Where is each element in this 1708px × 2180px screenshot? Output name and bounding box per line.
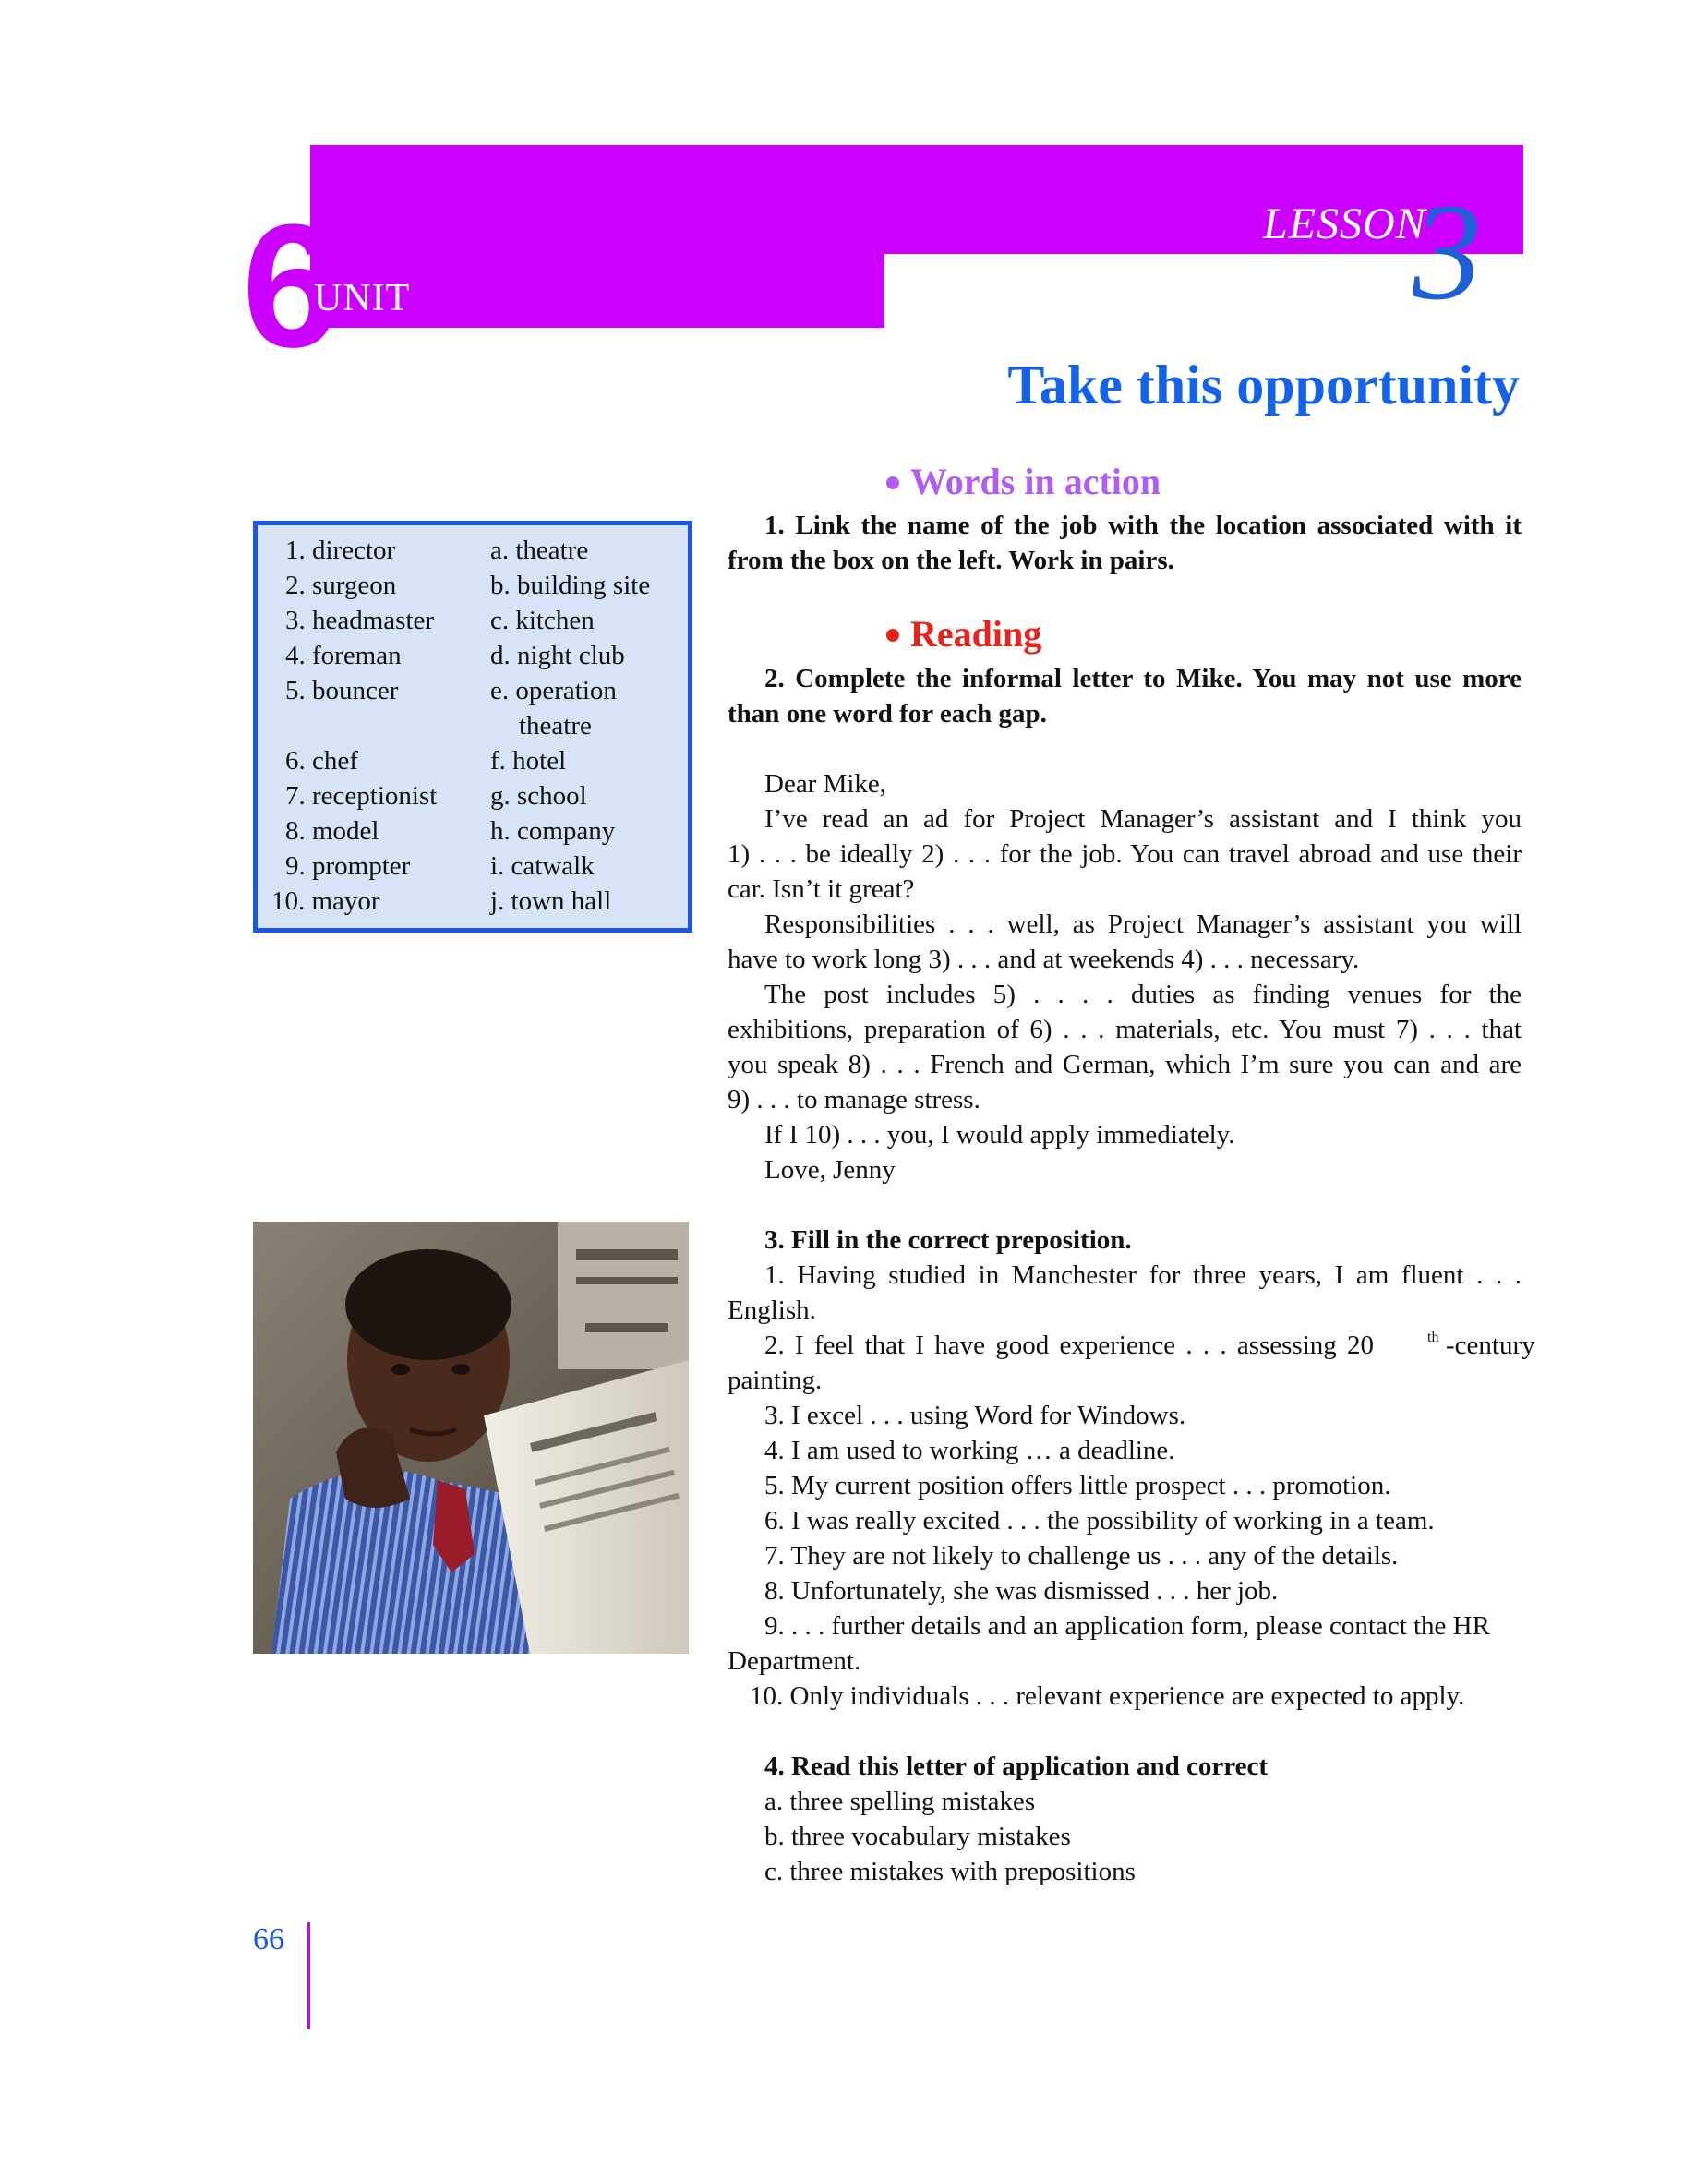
reading-heading: Reading xyxy=(910,613,1042,655)
exercise-2-line: than one word for each gap. xyxy=(728,699,1047,729)
location-item: g. school xyxy=(490,781,587,811)
exercise-3-text: 2. I feel that I have good experience . . . assessing 20 xyxy=(764,1331,1375,1360)
exercise-3-line: 5. My current position offers little prospect . . . promotion. xyxy=(764,1471,1391,1500)
job-item: 5. bouncer xyxy=(285,676,399,705)
exercise-3-line xyxy=(764,1328,1535,1363)
bullet-icon xyxy=(886,629,899,642)
exercise-4-heading: 4. Read this letter of application and correct xyxy=(764,1752,1269,1781)
location-item: h. company xyxy=(490,816,616,846)
job-item: 3. headmaster xyxy=(285,606,435,635)
exercise-3-line: 8. Unfortunately, she was dismissed . . . her job. xyxy=(764,1576,1279,1606)
exercise-3-line: English. xyxy=(728,1295,816,1325)
location-item: j. town hall xyxy=(490,886,612,916)
page-title: Take this opportunity xyxy=(1007,355,1520,416)
letter-line: you speak 8) . . . French and German, which I’m sure you can and are xyxy=(728,1050,1522,1079)
letter-line: 9) . . . to manage stress. xyxy=(728,1085,980,1114)
location-item: a. theatre xyxy=(490,536,589,565)
letter-line: Love, Jenny xyxy=(764,1155,896,1185)
exercise-1-line: 1. Link the name of the job with the location associated with it xyxy=(764,511,1522,540)
job-item: 10. mayor xyxy=(271,886,380,916)
letter-line: Dear Mike, xyxy=(764,769,887,799)
page-number-rule xyxy=(307,1922,310,2029)
job-item: 8. model xyxy=(285,816,379,846)
exercise-3-heading: 3. Fill in the correct preposition. xyxy=(764,1225,1132,1255)
job-item: 4. foreman xyxy=(285,641,402,670)
job-item: 1. director xyxy=(285,536,396,565)
exercise-3-line: 10. Only individuals . . . relevant experience are expected to apply. xyxy=(750,1681,1465,1711)
exercise-3-line: painting. xyxy=(728,1366,823,1395)
exercise-3-line: 1. Having studied in Manchester for three years, I am fluent . . . xyxy=(764,1260,1522,1290)
bullet-icon xyxy=(886,476,899,489)
location-item: theatre xyxy=(519,711,592,741)
job-item: 7. receptionist xyxy=(285,781,438,811)
exercise-4-item: a. three spelling mistakes xyxy=(764,1787,1036,1816)
section-reading xyxy=(886,614,1041,655)
location-item: i. catwalk xyxy=(490,851,595,881)
lesson-number: 3 xyxy=(1413,175,1482,329)
exercise-4-item: c. three mistakes with prepositions xyxy=(764,1857,1136,1886)
unit-number: 6 xyxy=(242,188,336,384)
job-item: 2. surgeon xyxy=(285,571,397,600)
exercise-3-line: 3. I excel . . . using Word for Windows. xyxy=(764,1401,1186,1430)
exercise-1-line: from the box on the left. Work in pairs. xyxy=(728,546,1174,575)
letter-line: exhibitions, preparation of 6) . . . materials, etc. You must 7) . . . that xyxy=(728,1015,1522,1044)
exercise-3-line: 4. I am used to working … a deadline. xyxy=(764,1436,1175,1465)
exercise-3-line: Department. xyxy=(728,1646,861,1676)
letter-line: have to work long 3) . . . and at weekends 4) . . . necessary. xyxy=(728,945,1360,974)
exercise-2-line: 2. Complete the informal letter to Mike. You may not use more xyxy=(764,664,1522,693)
exercise-4-item: b. three vocabulary mistakes xyxy=(764,1822,1071,1851)
photo-man-reading-newspaper xyxy=(253,1222,689,1654)
job-item: 6. chef xyxy=(285,746,358,776)
exercise-3-line: 9. . . . further details and an application form, please contact the HR xyxy=(764,1611,1490,1641)
letter-line: I’ve read an ad for Project Manager’s assistant and I think you xyxy=(764,804,1522,834)
letter-line: The post includes 5) . . . . duties as finding venues for the xyxy=(764,980,1522,1009)
letter-line: car. Isn’t it great? xyxy=(728,874,915,904)
exercise-3-line: 6. I was really excited . . . the possibility of working in a team. xyxy=(764,1506,1435,1536)
words-in-action-heading: Words in action xyxy=(910,461,1161,502)
superscript-th: th xyxy=(1427,1330,1439,1345)
letter-line: 1) . . . be ideally 2) . . . for the job. You can travel abroad and use their xyxy=(728,839,1522,869)
letter-line: If I 10) . . . you, I would apply immediately. xyxy=(764,1120,1235,1150)
page-number: 66 xyxy=(253,1922,284,1957)
location-item: c. kitchen xyxy=(490,606,595,635)
location-item: b. building site xyxy=(490,571,651,600)
exercise-3-text: -century xyxy=(1446,1331,1535,1360)
lesson-label: LESSON xyxy=(1263,199,1426,248)
exercise-3-line: 7. They are not likely to challenge us . . . any of the details. xyxy=(764,1541,1399,1571)
job-item: 9. prompter xyxy=(285,851,411,881)
unit-label: UNIT xyxy=(314,277,411,319)
vocabulary-box xyxy=(253,521,692,933)
location-item: d. night club xyxy=(490,641,625,670)
location-item: f. hotel xyxy=(490,746,567,776)
location-item: e. operation xyxy=(490,676,617,705)
letter-line: Responsibilities . . . well, as Project Manager’s assistant you will xyxy=(764,909,1522,939)
